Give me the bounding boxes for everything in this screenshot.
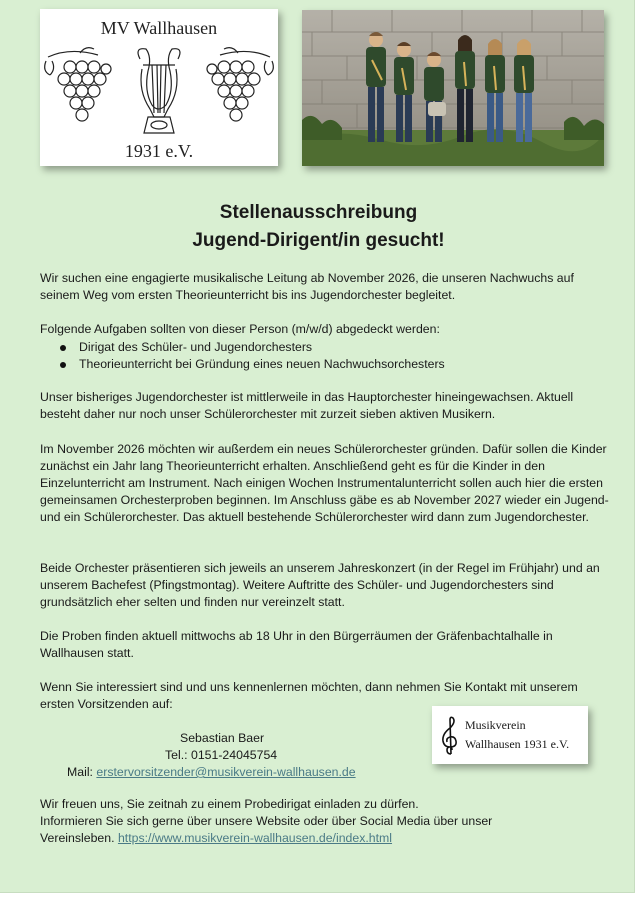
mail-link[interactable]: erstervorsitzender@musikverein-wallhausen.de [96,765,356,779]
stamp-line1: Musikverein [465,718,526,732]
lyre-grapes-emblem [40,47,278,139]
rehearsal-paragraph: Die Proben finden aktuell mittwochs ab 18 Uhr in den Bürgerräumen der Gräfenbachtalhalle in Wallhausen statt. [40,629,553,660]
contact-phone [165,747,277,764]
logo-name: MV Wallhausen [100,18,218,38]
mail-label: Mail: [67,765,93,779]
headline-line2: Jugend-Dirigent/in gesucht! [192,230,445,251]
plan-paragraph: Im November 2026 möchten wir außerdem ein neues Schülerorchester gründen. Dafür sollen die Kinder zunächst ein Jahr lang Theorieunterricht erhalten. Anschließend geht es für die Kinder in den Einzelunterricht am Instrument. Nach einigen Wochen Instrumentalunterricht sollen auch hier die ersten gemeinsamen Orchesterproben beginnen. Im Anschluss gäbe es ab November 2027 wieder ein Jugend- und ein Schülerorchester. Das aktuell bestehende Schülerorchester wird dann zum Jugendorchester. [40,442,609,524]
phone-number: 0151-24045754 [190,748,278,762]
website-link[interactable]: https://www.musikverein-wallhausen.de/index.html [117,831,393,845]
treble-clef-icon [438,716,462,756]
list-item: Dirigat des Schüler- und Jugendorchesters [40,339,445,356]
contact-paragraph: Wenn Sie interessiert sind und uns kennenlernen möchten, dann nehmen Sie Kontakt mit unserem ersten Vorsitzenden auf: [40,680,578,711]
contact-name: Sebastian Baer [180,731,265,745]
current-orchestra-paragraph: Unser bisheriges Jugendorchester ist mittlerweile in das Hauptorchester hineingewachsen. Aktuell besteht daher nur noch unser Schülerorchester mit zurzeit sieben aktiven Musikern. [40,390,574,421]
concerts-paragraph: Beide Orchester präsentieren sich jeweils an unserem Jahreskonzert (in der Regel im Frühjahr) und an unserem Bachefest (Pfingstmontag). Weitere Auftritte des Schüler- und Jugendorchesters sind grundsätzlich eher selten und finden nur vereinzelt statt. [40,561,600,609]
headline-line1: Stellenausschreibung [219,202,418,223]
closing-line1: Wir freuen uns, Sie zeitnah zu einem Probedirigat einladen zu dürfen. [40,797,419,811]
stamp-line2: Wallhausen 1931 e.V. [465,737,570,751]
phone-label: Tel.: [165,748,188,762]
tasks-heading: Folgende Aufgaben sollten von dieser Person (m/w/d) abgedeckt werden: [40,322,440,336]
intro-paragraph: Wir suchen eine engagierte musikalische Leitung ab November 2026, die unseren Nachwuchs auf seinem Weg vom ersten Theorieunterricht bis ins Jugendorchester begleitet. [40,271,574,302]
club-stamp [432,706,588,764]
logo-year: 1931 e.V. [124,141,194,161]
closing-paragraph [40,813,540,847]
closing-line2: Informieren Sie sich gerne über unsere Website oder über Social Media über unser Vereinsleben. [40,814,493,845]
tasks-list [40,339,445,373]
list-item: Theorieunterricht bei Gründung eines neuen Nachwuchsorchesters [40,356,445,373]
contact-mail [67,764,356,781]
club-logo [40,9,278,166]
youth-orchestra-photo [302,10,604,166]
